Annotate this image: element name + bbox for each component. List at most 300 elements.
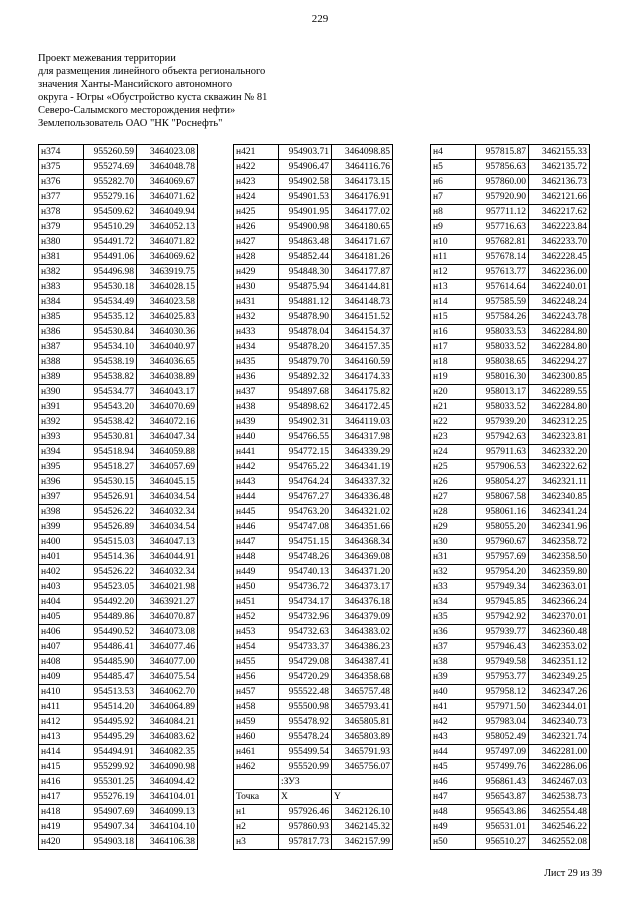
point-id-cell: н387 (39, 340, 84, 355)
y-coordinate-cell: 3464070.69 (137, 400, 198, 415)
point-id-cell: н398 (39, 505, 84, 520)
y-coordinate-cell: 3464032.34 (137, 505, 198, 520)
x-coordinate-cell: 958038.65 (476, 355, 529, 370)
point-id-cell: н454 (234, 640, 279, 655)
y-coordinate-cell: 3462552.08 (529, 835, 590, 850)
point-id-cell: н18 (431, 355, 476, 370)
x-coordinate-cell: 955522.48 (279, 685, 332, 700)
x-coordinate-cell: 958033.52 (476, 400, 529, 415)
point-id-cell: н449 (234, 565, 279, 580)
y-coordinate-cell: 3464337.32 (332, 475, 393, 490)
x-coordinate-cell: X (279, 790, 332, 805)
y-coordinate-cell: 3462284.80 (529, 325, 590, 340)
y-coordinate-cell: 3462366.24 (529, 595, 590, 610)
y-coordinate-cell: 3465803.89 (332, 730, 393, 745)
point-id-cell: н26 (431, 475, 476, 490)
y-coordinate-cell: 3464032.34 (137, 565, 198, 580)
point-id-cell: н33 (431, 580, 476, 595)
point-id-cell: н380 (39, 235, 84, 250)
point-id-cell: н394 (39, 445, 84, 460)
table-row (234, 790, 393, 805)
x-coordinate-cell: :ЗУ3 (279, 775, 332, 790)
point-id-cell: н461 (234, 745, 279, 760)
y-coordinate-cell: 3464317.98 (332, 430, 393, 445)
table-row (234, 235, 393, 250)
x-coordinate-cell: 954494.91 (84, 745, 137, 760)
x-coordinate-cell: 954491.72 (84, 235, 137, 250)
point-id-cell: н45 (431, 760, 476, 775)
table-row (234, 805, 393, 820)
table-row (431, 775, 590, 790)
y-coordinate-cell: 3464069.67 (137, 175, 198, 190)
x-coordinate-cell: 954906.47 (279, 160, 332, 175)
point-id-cell: н16 (431, 325, 476, 340)
x-coordinate-cell: 954485.47 (84, 670, 137, 685)
point-id-cell: Точка (234, 790, 279, 805)
table-row (431, 250, 590, 265)
table-row (431, 535, 590, 550)
document-header (38, 52, 338, 130)
table-row (431, 310, 590, 325)
table-row (39, 580, 198, 595)
point-id-cell: н19 (431, 370, 476, 385)
x-coordinate-cell: 954530.84 (84, 325, 137, 340)
point-id-cell: н453 (234, 625, 279, 640)
y-coordinate-cell: 3462538.73 (529, 790, 590, 805)
table-row (234, 175, 393, 190)
y-coordinate-cell: 3462341.24 (529, 505, 590, 520)
table-row (39, 220, 198, 235)
table-row (39, 745, 198, 760)
x-coordinate-cell: 954523.05 (84, 580, 137, 595)
point-id-cell: н1 (234, 805, 279, 820)
table-row (431, 670, 590, 685)
x-coordinate-cell: 957971.50 (476, 700, 529, 715)
y-coordinate-cell: 3464059.88 (137, 445, 198, 460)
y-coordinate-cell: 3465756.07 (332, 760, 393, 775)
x-coordinate-cell: 954490.52 (84, 625, 137, 640)
point-id-cell: н412 (39, 715, 84, 730)
x-coordinate-cell: 954729.08 (279, 655, 332, 670)
x-coordinate-cell: 954732.63 (279, 625, 332, 640)
point-id-cell: н422 (234, 160, 279, 175)
x-coordinate-cell: 957860.00 (476, 175, 529, 190)
x-coordinate-cell: 954907.69 (84, 805, 137, 820)
x-coordinate-cell: 954526.91 (84, 490, 137, 505)
table-row (39, 160, 198, 175)
point-id-cell: н447 (234, 535, 279, 550)
table-row (234, 160, 393, 175)
table-row (234, 295, 393, 310)
y-coordinate-cell: Y (332, 790, 393, 805)
point-id-cell: н426 (234, 220, 279, 235)
table-row (39, 520, 198, 535)
table-row (234, 595, 393, 610)
y-coordinate-cell: 3464181.26 (332, 250, 393, 265)
x-coordinate-cell: 954485.90 (84, 655, 137, 670)
table-row (234, 730, 393, 745)
x-coordinate-cell: 956543.87 (476, 790, 529, 805)
y-coordinate-cell: 3462240.01 (529, 280, 590, 295)
y-coordinate-cell: 3462300.85 (529, 370, 590, 385)
table-row (431, 820, 590, 835)
x-coordinate-cell: 954518.94 (84, 445, 137, 460)
point-id-cell: н399 (39, 520, 84, 535)
table-row (234, 820, 393, 835)
point-id-cell: н437 (234, 385, 279, 400)
table-row (39, 370, 198, 385)
y-coordinate-cell: 3464043.17 (137, 385, 198, 400)
y-coordinate-cell: 3463919.75 (137, 265, 198, 280)
coordinates-table-right (430, 144, 590, 850)
x-coordinate-cell: 955279.16 (84, 190, 137, 205)
y-coordinate-cell: 3462121.66 (529, 190, 590, 205)
table-row (39, 835, 198, 850)
point-id-cell: н395 (39, 460, 84, 475)
point-id-cell: н431 (234, 295, 279, 310)
table-row (431, 805, 590, 820)
y-coordinate-cell: 3464379.09 (332, 610, 393, 625)
table-row (39, 340, 198, 355)
table-row (39, 775, 198, 790)
x-coordinate-cell: 957949.34 (476, 580, 529, 595)
x-coordinate-cell: 955260.59 (84, 145, 137, 160)
y-coordinate-cell: 3465793.41 (332, 700, 393, 715)
y-coordinate-cell: 3462157.99 (332, 835, 393, 850)
table-row (234, 535, 393, 550)
point-id-cell: н24 (431, 445, 476, 460)
x-coordinate-cell: 954518.27 (84, 460, 137, 475)
table-row (39, 505, 198, 520)
table-row (431, 730, 590, 745)
x-coordinate-cell: 957983.04 (476, 715, 529, 730)
x-coordinate-cell: 958055.20 (476, 520, 529, 535)
y-coordinate-cell: 3464157.35 (332, 340, 393, 355)
point-id-cell: н420 (39, 835, 84, 850)
table-row (431, 460, 590, 475)
y-coordinate-cell: 3464062.70 (137, 685, 198, 700)
y-coordinate-cell: 3464171.67 (332, 235, 393, 250)
x-coordinate-cell: 954878.90 (279, 310, 332, 325)
x-coordinate-cell: 954764.24 (279, 475, 332, 490)
point-id-cell: н435 (234, 355, 279, 370)
point-id-cell: н374 (39, 145, 84, 160)
point-id-cell: н423 (234, 175, 279, 190)
table-row (234, 685, 393, 700)
table-row (431, 175, 590, 190)
y-coordinate-cell: 3464049.94 (137, 205, 198, 220)
table-row (234, 490, 393, 505)
point-id-cell: н430 (234, 280, 279, 295)
y-coordinate-cell: 3462347.26 (529, 685, 590, 700)
point-id-cell: н455 (234, 655, 279, 670)
y-coordinate-cell: 3462243.78 (529, 310, 590, 325)
x-coordinate-cell: 957682.81 (476, 235, 529, 250)
x-coordinate-cell: 954492.20 (84, 595, 137, 610)
y-coordinate-cell: 3464144.81 (332, 280, 393, 295)
x-coordinate-cell: 955520.99 (279, 760, 332, 775)
point-id-cell: н49 (431, 820, 476, 835)
table-row (431, 355, 590, 370)
y-coordinate-cell: 3464077.46 (137, 640, 198, 655)
point-id-cell: н441 (234, 445, 279, 460)
x-coordinate-cell: 958033.53 (476, 325, 529, 340)
x-coordinate-cell: 957817.73 (279, 835, 332, 850)
point-id-cell: н396 (39, 475, 84, 490)
x-coordinate-cell: 958013.17 (476, 385, 529, 400)
point-id-cell: н440 (234, 430, 279, 445)
y-coordinate-cell: 3464023.08 (137, 145, 198, 160)
x-coordinate-cell: 957958.12 (476, 685, 529, 700)
table-row (431, 610, 590, 625)
y-coordinate-cell: 3464151.52 (332, 310, 393, 325)
y-coordinate-cell: 3462136.73 (529, 175, 590, 190)
point-id-cell: н458 (234, 700, 279, 715)
x-coordinate-cell: 954772.15 (279, 445, 332, 460)
point-id-cell: н418 (39, 805, 84, 820)
point-id-cell: н383 (39, 280, 84, 295)
header-line: Землепользователь ОАО "НК "Роснефть" (38, 118, 223, 129)
y-coordinate-cell: 3464387.41 (332, 655, 393, 670)
x-coordinate-cell: 957497.09 (476, 745, 529, 760)
point-id-cell: н22 (431, 415, 476, 430)
y-coordinate-cell: 3462363.01 (529, 580, 590, 595)
table-row (39, 235, 198, 250)
point-id-cell: н382 (39, 265, 84, 280)
y-coordinate-cell: 3464038.89 (137, 370, 198, 385)
x-coordinate-cell: 957716.63 (476, 220, 529, 235)
header-line: значения Ханты-Мансийского автономного (38, 79, 233, 90)
y-coordinate-cell: 3462145.32 (332, 820, 393, 835)
table-row (234, 550, 393, 565)
y-coordinate-cell: 3464048.78 (137, 160, 198, 175)
point-id-cell: н9 (431, 220, 476, 235)
table-row (234, 835, 393, 850)
y-coordinate-cell: 3464386.23 (332, 640, 393, 655)
table-row (431, 265, 590, 280)
table-row (431, 385, 590, 400)
table-row (234, 190, 393, 205)
point-id-cell: н408 (39, 655, 84, 670)
y-coordinate-cell: 3464116.76 (332, 160, 393, 175)
table-row (234, 325, 393, 340)
x-coordinate-cell: 954901.53 (279, 190, 332, 205)
y-coordinate-cell: 3464177.87 (332, 265, 393, 280)
x-coordinate-cell: 954734.17 (279, 595, 332, 610)
table-row (234, 745, 393, 760)
x-coordinate-cell: 954747.08 (279, 520, 332, 535)
x-coordinate-cell: 954740.13 (279, 565, 332, 580)
y-coordinate-cell: 3464104.10 (137, 820, 198, 835)
point-id-cell: н10 (431, 235, 476, 250)
table-row (39, 715, 198, 730)
y-coordinate-cell: 3464368.34 (332, 535, 393, 550)
y-coordinate-cell: 3464369.08 (332, 550, 393, 565)
table-row (39, 400, 198, 415)
point-id-cell: н377 (39, 190, 84, 205)
point-id-cell: н391 (39, 400, 84, 415)
y-coordinate-cell: 3464336.48 (332, 490, 393, 505)
table-row (234, 655, 393, 670)
table-row (234, 670, 393, 685)
y-coordinate-cell: 3462353.02 (529, 640, 590, 655)
header-line: для размещения линейного объекта регионального (38, 66, 266, 77)
page-number: 229 (311, 13, 329, 25)
point-id-cell: н36 (431, 625, 476, 640)
y-coordinate-cell: 3462289.55 (529, 385, 590, 400)
table-row (39, 205, 198, 220)
table-row (431, 415, 590, 430)
table-row (234, 340, 393, 355)
table-row (234, 760, 393, 775)
x-coordinate-cell: 954489.86 (84, 610, 137, 625)
x-coordinate-cell: 957585.59 (476, 295, 529, 310)
y-coordinate-cell (332, 775, 393, 790)
table-row (431, 565, 590, 580)
y-coordinate-cell: 3463921.27 (137, 595, 198, 610)
point-id-cell: н392 (39, 415, 84, 430)
x-coordinate-cell: 957954.20 (476, 565, 529, 580)
table-row (39, 460, 198, 475)
y-coordinate-cell: 3464083.62 (137, 730, 198, 745)
x-coordinate-cell: 956531.01 (476, 820, 529, 835)
header-line: Северо-Салымского месторождения нефти» (38, 105, 236, 116)
x-coordinate-cell: 954875.94 (279, 280, 332, 295)
table-row (431, 550, 590, 565)
point-id-cell: н4 (431, 145, 476, 160)
point-id-cell: н442 (234, 460, 279, 475)
x-coordinate-cell: 954902.58 (279, 175, 332, 190)
table-row (39, 310, 198, 325)
y-coordinate-cell: 3464040.97 (137, 340, 198, 355)
x-coordinate-cell: 954526.89 (84, 520, 137, 535)
table-row (431, 430, 590, 445)
table-row (234, 445, 393, 460)
x-coordinate-cell: 954751.15 (279, 535, 332, 550)
y-coordinate-cell: 3464084.21 (137, 715, 198, 730)
table-row (234, 715, 393, 730)
y-coordinate-cell: 3464371.20 (332, 565, 393, 580)
y-coordinate-cell: 3464176.91 (332, 190, 393, 205)
point-id-cell: н379 (39, 220, 84, 235)
point-id-cell: н42 (431, 715, 476, 730)
y-coordinate-cell: 3462248.24 (529, 295, 590, 310)
y-coordinate-cell: 3462228.45 (529, 250, 590, 265)
point-id-cell: н15 (431, 310, 476, 325)
point-id-cell: н31 (431, 550, 476, 565)
y-coordinate-cell: 3464036.65 (137, 355, 198, 370)
point-id-cell: н46 (431, 775, 476, 790)
y-coordinate-cell: 3464090.98 (137, 760, 198, 775)
x-coordinate-cell: 954878.20 (279, 340, 332, 355)
x-coordinate-cell: 954766.55 (279, 430, 332, 445)
x-coordinate-cell: 955299.92 (84, 760, 137, 775)
table-row (234, 370, 393, 385)
y-coordinate-cell: 3464106.38 (137, 835, 198, 850)
x-coordinate-cell: 957584.26 (476, 310, 529, 325)
y-coordinate-cell: 3464071.62 (137, 190, 198, 205)
table-row (234, 220, 393, 235)
x-coordinate-cell: 954514.36 (84, 550, 137, 565)
point-id-cell: н384 (39, 295, 84, 310)
x-coordinate-cell: 958067.58 (476, 490, 529, 505)
x-coordinate-cell: 954526.22 (84, 505, 137, 520)
point-id-cell: н428 (234, 250, 279, 265)
x-coordinate-cell: 954736.72 (279, 580, 332, 595)
y-coordinate-cell: 3464098.85 (332, 145, 393, 160)
point-id-cell: н450 (234, 580, 279, 595)
table-row (234, 475, 393, 490)
table-row (234, 265, 393, 280)
point-id-cell: н35 (431, 610, 476, 625)
x-coordinate-cell: 954530.81 (84, 430, 137, 445)
y-coordinate-cell: 3462340.73 (529, 715, 590, 730)
point-id-cell: н410 (39, 685, 84, 700)
table-row (431, 715, 590, 730)
point-id-cell: н28 (431, 505, 476, 520)
table-row (39, 820, 198, 835)
table-row (39, 445, 198, 460)
y-coordinate-cell: 3462135.72 (529, 160, 590, 175)
y-coordinate-cell: 3464177.02 (332, 205, 393, 220)
point-id-cell: н47 (431, 790, 476, 805)
x-coordinate-cell: 954535.12 (84, 310, 137, 325)
table-row (39, 535, 198, 550)
x-coordinate-cell: 954878.04 (279, 325, 332, 340)
point-id-cell: н17 (431, 340, 476, 355)
x-coordinate-cell: 956543.86 (476, 805, 529, 820)
point-id-cell: н43 (431, 730, 476, 745)
x-coordinate-cell: 954543.20 (84, 400, 137, 415)
y-coordinate-cell: 3464099.13 (137, 805, 198, 820)
table-row (431, 235, 590, 250)
x-coordinate-cell: 957614.64 (476, 280, 529, 295)
table-row (431, 790, 590, 805)
x-coordinate-cell: 954509.62 (84, 205, 137, 220)
point-id-cell: н25 (431, 460, 476, 475)
y-coordinate-cell: 3464070.87 (137, 610, 198, 625)
x-coordinate-cell: 957815.87 (476, 145, 529, 160)
y-coordinate-cell: 3462351.12 (529, 655, 590, 670)
y-coordinate-cell: 3464175.82 (332, 385, 393, 400)
x-coordinate-cell: 954534.77 (84, 385, 137, 400)
table-row (234, 640, 393, 655)
x-coordinate-cell: 955282.70 (84, 175, 137, 190)
x-coordinate-cell: 954538.42 (84, 415, 137, 430)
y-coordinate-cell: 3462284.80 (529, 400, 590, 415)
x-coordinate-cell: 956861.43 (476, 775, 529, 790)
y-coordinate-cell: 3465805.81 (332, 715, 393, 730)
table-row (234, 580, 393, 595)
table-row (234, 280, 393, 295)
point-id-cell: н378 (39, 205, 84, 220)
x-coordinate-cell: 957906.53 (476, 460, 529, 475)
y-coordinate-cell: 3462359.80 (529, 565, 590, 580)
y-coordinate-cell: 3462155.33 (529, 145, 590, 160)
point-id-cell: н39 (431, 670, 476, 685)
point-id-cell: н11 (431, 250, 476, 265)
table-row (234, 355, 393, 370)
x-coordinate-cell: 954901.95 (279, 205, 332, 220)
y-coordinate-cell: 3465791.93 (332, 745, 393, 760)
y-coordinate-cell: 3464321.02 (332, 505, 393, 520)
x-coordinate-cell: 957953.77 (476, 670, 529, 685)
point-id-cell: н404 (39, 595, 84, 610)
y-coordinate-cell: 3464069.62 (137, 250, 198, 265)
y-coordinate-cell: 3462322.62 (529, 460, 590, 475)
table-row (39, 415, 198, 430)
x-coordinate-cell: 954767.27 (279, 490, 332, 505)
